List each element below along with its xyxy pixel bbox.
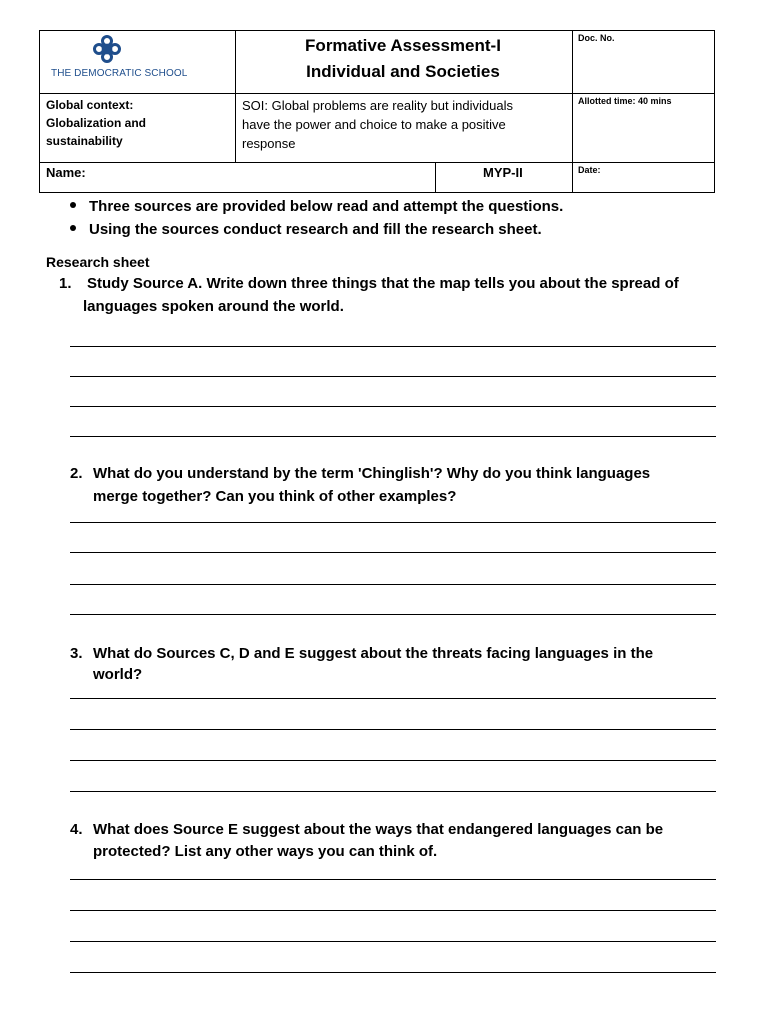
bullet-icon — [70, 225, 76, 231]
divider — [572, 30, 573, 162]
date-label: Date: — [578, 165, 601, 175]
assessment-title: Formative Assessment-I — [305, 36, 501, 55]
divider — [572, 162, 573, 193]
instruction-item: Three sources are provided below read and attempt the questions. — [70, 198, 563, 215]
divider — [39, 93, 715, 94]
grade-label: MYP-II — [483, 165, 523, 180]
subject-title: Individual and Societies — [306, 62, 500, 81]
divider — [39, 162, 715, 163]
bullet-icon — [70, 202, 76, 208]
school-logo — [90, 34, 124, 64]
answer-line-1[interactable] — [70, 346, 716, 347]
answer-line-2[interactable] — [70, 910, 716, 911]
answer-line-2[interactable] — [70, 729, 716, 730]
answer-line-3[interactable] — [70, 760, 716, 761]
statement-of-inquiry: SOI: Global problems are reality but individuals have the power and choice to make a positive response — [242, 98, 513, 151]
question-3: 3. What do Sources C, D and E suggest about the threats facing languages in the world? — [70, 645, 654, 683]
question-2: 2. What do you understand by the term 'Chinglish'? Why do you think languages merge together? Can you think of other examples? — [70, 465, 651, 505]
answer-line-4[interactable] — [70, 791, 716, 792]
global-context: Global context: Globalization and sustainability — [46, 98, 147, 148]
answer-line-1[interactable] — [70, 879, 716, 880]
instruction-item: Using the sources conduct research and fill the research sheet. — [70, 221, 542, 238]
divider — [435, 162, 436, 193]
answer-line-4[interactable] — [70, 614, 716, 615]
answer-line-3[interactable] — [70, 941, 716, 942]
answer-line-4[interactable] — [70, 972, 716, 973]
answer-line-2[interactable] — [70, 552, 716, 553]
school-name: THE DEMOCRATIC SCHOOL — [51, 68, 188, 79]
question-1: 1. Study Source A. Write down three things that the map tells you about the spread of languages spoken around the world. — [59, 275, 679, 315]
doc-no-label: Doc. No. — [578, 33, 615, 43]
answer-line-3[interactable] — [70, 406, 716, 407]
section-title: Research sheet — [46, 254, 150, 270]
answer-line-2[interactable] — [70, 376, 716, 377]
answer-line-4[interactable] — [70, 436, 716, 437]
answer-line-1[interactable] — [70, 522, 716, 523]
question-4: 4. What does Source E suggest about the ways that endangered languages can be protected? List any other ways you can think of. — [70, 821, 664, 860]
name-label: Name: — [46, 165, 86, 180]
answer-line-3[interactable] — [70, 584, 716, 585]
allotted-time: Allotted time: 40 mins — [578, 96, 672, 106]
knot-icon — [90, 34, 124, 64]
answer-line-1[interactable] — [70, 698, 716, 699]
